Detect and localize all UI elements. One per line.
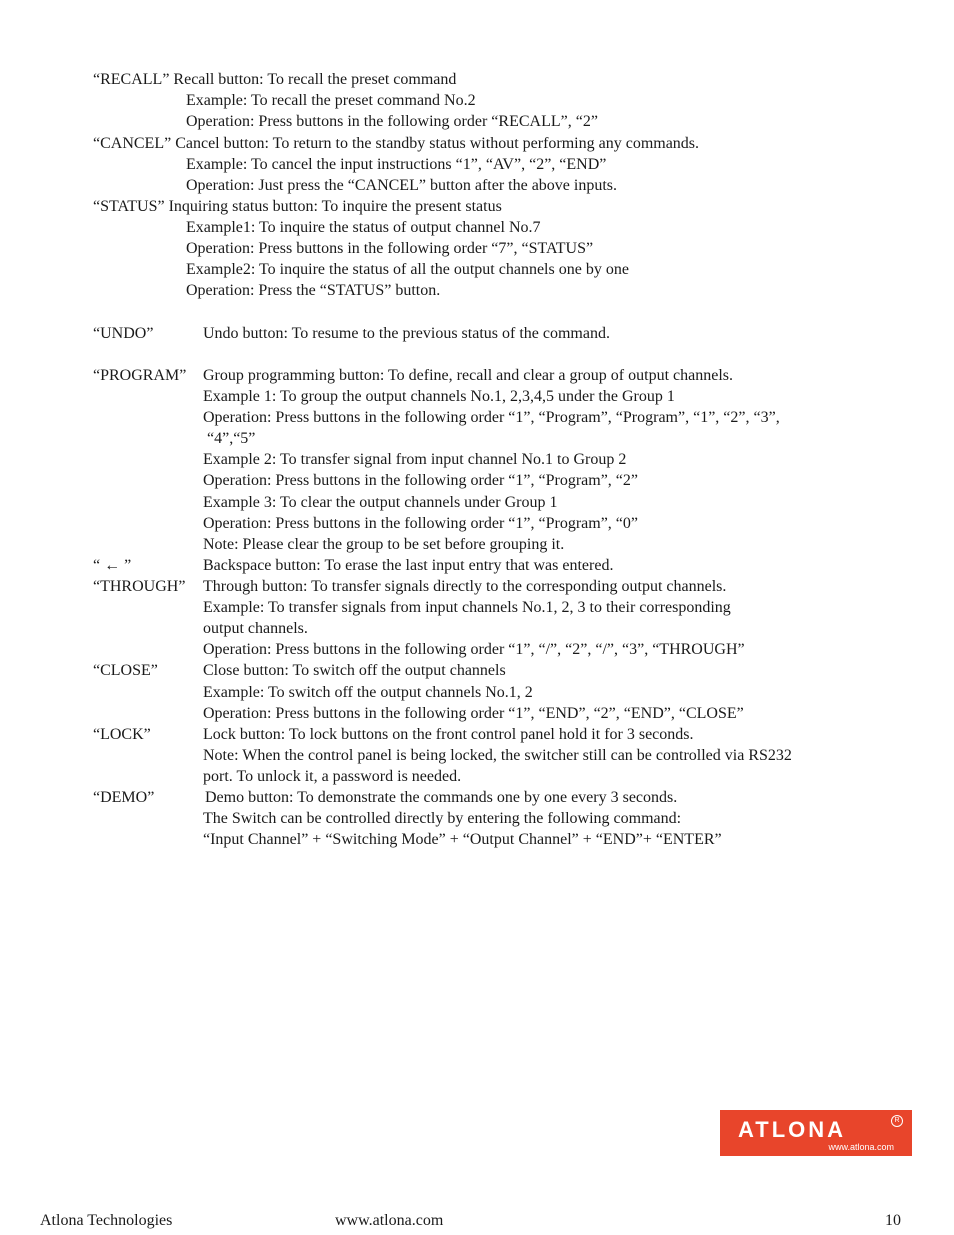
- program-description: Group programming button: To define, recall and clear a group of output channels.: [203, 367, 733, 384]
- undo-description: Undo button: To resume to the previous status of the command.: [203, 325, 610, 342]
- status-operation-2: Operation: Press the “STATUS” button.: [186, 282, 441, 299]
- lock-description: Lock button: To lock buttons on the front control panel hold it for 3 seconds.: [203, 726, 694, 743]
- status-heading: “STATUS” Inquiring status button: To inquire the present status: [93, 198, 502, 215]
- status-example-2: Example2: To inquire the status of all the output channels one by one: [186, 261, 629, 278]
- logo-url: www.atlona.com: [828, 1142, 894, 1152]
- registered-mark-icon: R: [891, 1115, 903, 1127]
- backspace-key: “ ← ”: [93, 557, 132, 574]
- through-operation: Operation: Press buttons in the following order “1”, “/”, “2”, “/”, “3”, “THROUGH”: [203, 641, 745, 658]
- direct-control-note: The Switch can be controlled directly by entering the following command:: [203, 810, 682, 827]
- through-example: Example: To transfer signals from input channels No.1, 2, 3 to their corresponding: [203, 599, 731, 616]
- through-example-cont: output channels.: [203, 620, 308, 637]
- recall-heading: “RECALL” Recall button: To recall the preset command: [93, 71, 457, 88]
- backspace-description: Backspace button: To erase the last input entry that was entered.: [203, 557, 614, 574]
- cancel-operation: Operation: Just press the “CANCEL” button after the above inputs.: [186, 177, 618, 194]
- atlona-logo: [720, 1110, 912, 1156]
- program-note: Note: Please clear the group to be set before grouping it.: [203, 536, 565, 553]
- program-operation-1-cont: “4”,“5”: [207, 430, 256, 447]
- through-key: “THROUGH”: [93, 578, 186, 595]
- demo-description: Demo button: To demonstrate the commands one by one every 3 seconds.: [205, 789, 678, 806]
- recall-operation: Operation: Press buttons in the following order “RECALL”, “2”: [186, 113, 598, 130]
- close-operation: Operation: Press buttons in the following order “1”, “END”, “2”, “END”, “CLOSE”: [203, 705, 744, 722]
- program-example-3: Example 3: To clear the output channels under Group 1: [203, 494, 558, 511]
- lock-note: Note: When the control panel is being locked, the switcher still can be controlled via RS232: [203, 747, 792, 764]
- footer-company: Atlona Technologies: [40, 1212, 173, 1229]
- program-operation-2: Operation: Press buttons in the following order “1”, “Program”, “2”: [203, 472, 638, 489]
- program-example-2: Example 2: To transfer signal from input channel No.1 to Group 2: [203, 451, 627, 468]
- through-description: Through button: To transfer signals directly to the corresponding output channels.: [203, 578, 727, 595]
- recall-example: Example: To recall the preset command No.2: [186, 92, 476, 109]
- close-description: Close button: To switch off the output channels: [203, 662, 506, 679]
- footer-page-number: 10: [885, 1212, 901, 1229]
- program-operation-3: Operation: Press buttons in the following order “1”, “Program”, “0”: [203, 515, 638, 532]
- status-example-1: Example1: To inquire the status of output channel No.7: [186, 219, 541, 236]
- program-key: “PROGRAM”: [93, 367, 187, 384]
- program-operation-1: Operation: Press buttons in the following order “1”, “Program”, “Program”, “1”, “2”, “3”,: [203, 409, 780, 426]
- direct-control-command: “Input Channel” + “Switching Mode” + “Output Channel” + “END”+ “ENTER”: [203, 831, 722, 848]
- close-key: “CLOSE”: [93, 662, 158, 679]
- undo-key: “UNDO”: [93, 325, 154, 342]
- cancel-heading: “CANCEL” Cancel button: To return to the standby status without performing any commands.: [93, 135, 700, 152]
- lock-note-cont: port. To unlock it, a password is needed.: [203, 768, 462, 785]
- status-operation-1: Operation: Press buttons in the following order “7”, “STATUS”: [186, 240, 594, 257]
- cancel-example: Example: To cancel the input instructions “1”, “AV”, “2”, “END”: [186, 156, 607, 173]
- close-example: Example: To switch off the output channels No.1, 2: [203, 684, 533, 701]
- lock-key: “LOCK”: [93, 726, 151, 743]
- logo-wordmark: ATLONA: [738, 1117, 847, 1142]
- footer-website: www.atlona.com: [335, 1212, 444, 1229]
- program-example-1: Example 1: To group the output channels No.1, 2,3,4,5 under the Group 1: [203, 388, 675, 405]
- demo-key: “DEMO”: [93, 789, 155, 806]
